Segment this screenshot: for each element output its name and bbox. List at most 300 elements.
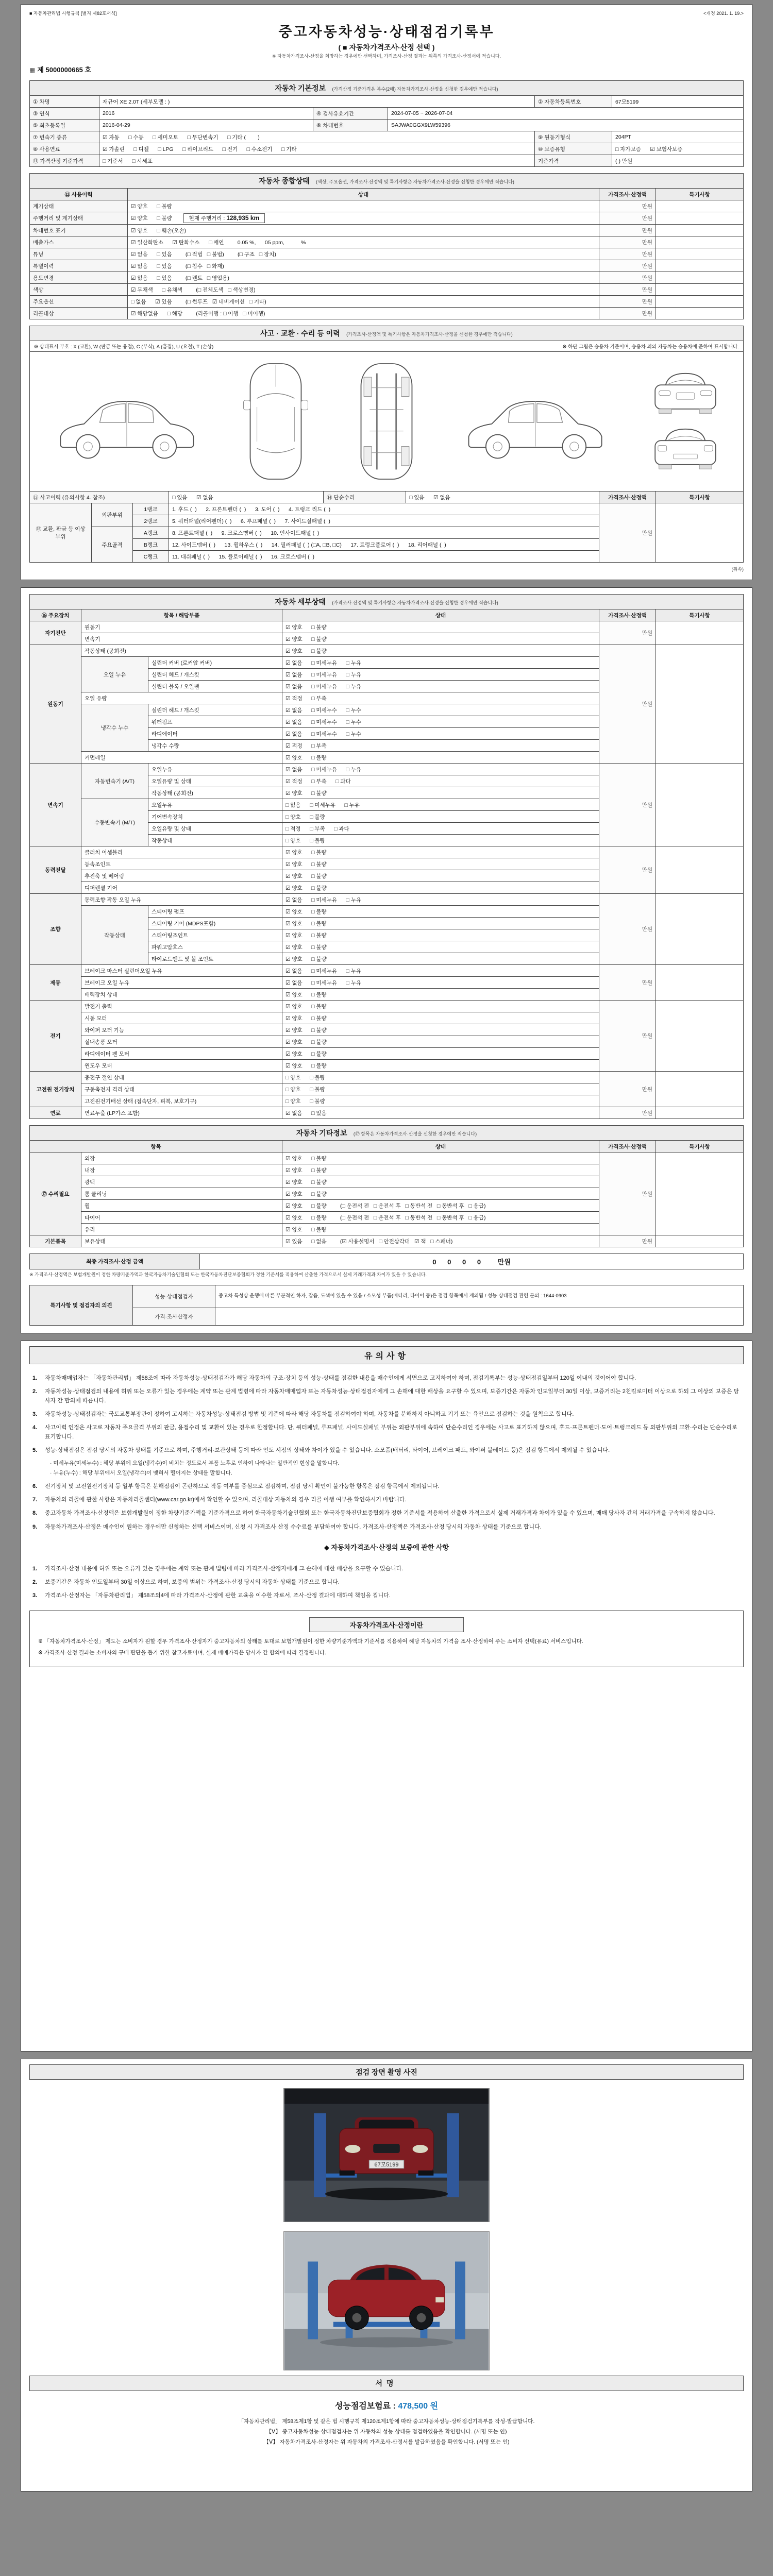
overall-note: (색상, 주요옵션, 가격조사·산정액 및 특기사항은 자동차가격조사·산정을 신청한 경우에만 적습니다) xyxy=(316,179,514,184)
usage-remark xyxy=(656,308,744,319)
status-checkboxes[interactable]: ☑ 양호 □ 불량 xyxy=(282,1153,599,1164)
usage-history-row xyxy=(30,308,744,319)
status-checkboxes[interactable]: ☑ 양호 □ 불량 xyxy=(282,1164,599,1176)
usage-remark xyxy=(656,225,744,236)
item-label: 오일유량 및 상태 xyxy=(148,823,282,835)
device-row xyxy=(30,1072,744,1083)
usage-history-row xyxy=(30,296,744,308)
price-unit-cell: 만원 xyxy=(599,621,656,645)
section-final-price xyxy=(29,1253,744,1279)
detail-note: (가격조사·산정액 및 특기사항은 자동차가격조사·산정을 신청한 경우에만 적습니다) xyxy=(332,600,498,605)
usage-price-unit: 만원 xyxy=(599,260,656,272)
price-unit-cell: 만원 xyxy=(599,1001,656,1072)
device-row xyxy=(30,764,744,775)
overall-title: 자동차 종합상태 xyxy=(259,177,310,185)
model-year-label: ③ 연식 xyxy=(30,108,99,120)
inspection-photo-lift[interactable] xyxy=(283,2231,490,2370)
device-row xyxy=(30,621,744,633)
status-checkboxes[interactable]: ☑ 양호 □ 불량 xyxy=(282,870,599,882)
rank-panel-items[interactable]: 11. 대쉬패널 ( ) 15. 플로어패널 ( ) 16. 크로스멤버 ( ) xyxy=(169,551,599,563)
price-unit-cell: 만원 xyxy=(599,645,656,764)
item-label: 오일누유 xyxy=(148,764,282,775)
notice-item: 7. 자동차의 리콜에 관한 사항은 자동차리콜센터(www.car.go.kr)에서 확인할 수 있으며, 리콜대상 자동차의 경우 리콜 이행 여부를 확인하시기 바랍니다. xyxy=(32,1497,407,1503)
usage-price-unit: 만원 xyxy=(599,284,656,296)
inspector-role-label: 성능·상태점검자 xyxy=(133,1285,215,1308)
status-checkboxes[interactable]: □ 양호 □ 불량 xyxy=(282,835,599,846)
car-diagram-top[interactable] xyxy=(240,357,312,486)
device-row xyxy=(30,1107,744,1119)
car-damage-diagrams xyxy=(29,351,744,492)
page-side-mark: (뒤쪽) xyxy=(731,567,744,572)
rank-label: 1랭크 xyxy=(133,503,169,515)
usage-remark xyxy=(656,272,744,284)
device-group-label: 연료 xyxy=(30,1107,81,1119)
reg-no-value: 67모5199 xyxy=(612,96,744,108)
item-label: 타이어 xyxy=(81,1212,282,1224)
usage-item-label: 리콜대상 xyxy=(30,308,128,319)
item-label: 외장 xyxy=(81,1153,282,1164)
warranty-section-title: ◆ 자동차가격조사·산정의 보증에 관한 사항 xyxy=(324,1543,449,1551)
car-diagram-side-left[interactable] xyxy=(52,370,201,473)
vin-label: ⑥ 차대번호 xyxy=(313,120,388,131)
photos-header xyxy=(29,2064,744,2080)
status-checkboxes[interactable]: ☑ 양호 □ 불량 xyxy=(282,882,599,894)
device-col-header: ⑯ 주요장치 xyxy=(30,609,81,621)
status-checkboxes[interactable]: ☑ 양호 □ 불량 xyxy=(282,1036,599,1048)
status-checkboxes[interactable]: ☑ 없음 □ 미세누유 □ 누유 xyxy=(282,681,599,692)
car-diagram-front[interactable] xyxy=(649,369,721,418)
item-label: 유리 xyxy=(81,1224,282,1235)
device-row xyxy=(30,645,744,657)
usage-status-checkboxes[interactable]: ☑ 해당없음 □ 해당 (리콜이행 : □ 이행 □ 미이행) xyxy=(128,308,599,319)
first-registration-label: ⑤ 최초등록일 xyxy=(30,120,99,131)
notice-subitem: · 누유(누수) : 해당 부위에서 오일(냉각수)이 맺혀서 떨어지는 상태를 말합니다. xyxy=(50,1470,232,1477)
inspection-valid-value: 2024-07-05 ~ 2026-07-04 xyxy=(388,108,744,120)
device-row xyxy=(30,894,744,906)
front-rear-views xyxy=(649,369,721,473)
item-label: 오일누유 xyxy=(148,799,282,811)
usage-history-row xyxy=(30,284,744,296)
notices-list xyxy=(29,1364,744,1532)
item-label: 보유상태 xyxy=(81,1235,282,1247)
usage-item-label: 계기상태 xyxy=(30,200,128,212)
device-group-label: 자기진단 xyxy=(30,621,81,645)
inspector-signature-line[interactable]: 【Ⅴ】 중고자동차성능·상태점검자는 위 자동차의 성능·상태를 점검하였음을 확인합니다. (서명 또는 인) xyxy=(266,2428,507,2435)
appraisal-definition-box xyxy=(29,1611,744,1667)
basic-info-header xyxy=(29,80,744,95)
current-mileage-value: 현재 주행거리 : 128,935 km xyxy=(183,213,265,223)
accident-note: (가격조사·산정액 및 특기사항은 자동차가격조사·산정을 신청한 경우에만 적습니다) xyxy=(346,332,513,337)
status-checkboxes[interactable]: ☑ 양호 □ 불량 xyxy=(282,989,599,1001)
opinion-label: 특기사항 및 점검자의 의견 xyxy=(30,1285,133,1325)
status-checkboxes[interactable]: ☑ 양호 □ 불량 xyxy=(282,929,599,941)
remark-cell xyxy=(656,764,744,846)
appraiser-signature-line[interactable]: 【Ⅴ】 자동차가격조사·산정자는 위 자동차의 가격조사·산정서를 발급하였음을 확인합니다. (서명 또는 인) xyxy=(263,2438,510,2445)
warranty-type-label: ⑩ 보증유형 xyxy=(535,143,612,155)
basic-info-note: (가격산정 기준가격은 복수(2매) 자동차가격조사·산정을 신청한 경우에만 적습니다) xyxy=(332,87,498,92)
remark-cell xyxy=(656,1072,744,1107)
item-label: 커먼레일 xyxy=(81,752,282,764)
usage-status-checkboxes[interactable]: ☑ 무채색 □ 유채색 (□ 전체도색 □ 색상변경) xyxy=(128,284,599,296)
appraiser-role-label: 가격·조사산정자 xyxy=(133,1308,215,1325)
usage-price-unit: 만원 xyxy=(599,225,656,236)
notice-item: 4. 사고이력 인정은 사고로 자동차 주요골격 부위의 판금, 용접수리 및 교환이 있는 경우로 한정합니다. 단, 쿼터패널, 루프패널, 사이드실패널 부위는 외판부위에 속하여 단순수리인 경우에는 사고로 표기하지 않으며, 후드·프론트펜더·도어·트렁크리드 등 외판부위의 교환·수리는 단순수리로 표기합니다. xyxy=(32,1425,737,1440)
status-code-legend: ※ 상태표시 부호 : X (교환), W (판금 또는 용접), C (부식), A (흠집), U (요철), T (손상) xyxy=(34,344,214,350)
accident-header xyxy=(29,326,744,341)
status-checkboxes[interactable]: ☑ 적정 □ 부족 xyxy=(282,692,599,704)
usage-item-label: 튜닝 xyxy=(30,248,128,260)
signature-section-title: 서명 xyxy=(29,2376,744,2391)
inspection-photo-front[interactable] xyxy=(283,2088,490,2222)
detail-header xyxy=(29,594,744,609)
device-row xyxy=(30,1153,744,1164)
usage-status-checkboxes[interactable]: ☑ 없음 □ 있음 (□ 적법 □ 불법) (□ 구조 □ 장치) xyxy=(128,248,599,260)
item-label: 냉각수 수량 xyxy=(148,740,282,752)
rank-panel-items[interactable]: 12. 사이드멤버 ( ) 13. 휠하우스 ( ) 14. 필러패널 ( ) (□A, □B, □C) 17. 트렁크플로어 ( ) 18. 리어패널 ( ) xyxy=(169,539,599,551)
form-note-row xyxy=(29,10,744,16)
status-checkboxes[interactable]: ☑ 양호 □ 불량 (□ 운전석 전 □ 운전석 후 □ 동반석 전 □ 동반석 후 □ 응급) xyxy=(282,1200,599,1212)
remark-cell xyxy=(656,846,744,894)
status-checkboxes[interactable]: ☑ 양호 □ 불량 xyxy=(282,1048,599,1060)
signature-statement: 「자동차관리법」 제58조제1항 및 같은 법 시행규칙 제120조제1항에 따라 중고자동차성능·상태점검기록부를 작성·발급합니다. xyxy=(238,2418,535,2425)
status-checkboxes[interactable]: ☑ 없음 □ 있음 xyxy=(282,1107,599,1119)
item-label: 추진축 및 베어링 xyxy=(81,870,282,882)
status-checkboxes[interactable]: ☑ 양호 □ 불량 xyxy=(282,1001,599,1012)
subgroup-label: 작동상태 xyxy=(81,906,148,965)
license-plate-text: 67모5199 xyxy=(374,2161,399,2168)
remark-cell xyxy=(656,1107,744,1119)
usage-status-checkboxes[interactable]: ☑ 양호 □ 불량 xyxy=(128,200,599,212)
usage-status-checkboxes[interactable]: ☑ 양호 □ 불량 현재 주행거리 : 128,935 km xyxy=(128,212,599,225)
status-checkboxes[interactable]: ☑ 양호 □ 불량 xyxy=(282,1024,599,1036)
detail-title: 자동차 세부상태 xyxy=(275,598,326,606)
document-number-text: 제 5000000665 호 xyxy=(37,66,91,74)
detail-status-col-header: 상태 xyxy=(282,609,599,621)
item-label: 파워고압호스 xyxy=(148,941,282,953)
device-group-label: 조향 xyxy=(30,894,81,965)
final-price-table xyxy=(29,1253,744,1269)
status-checkboxes[interactable]: □ 양호 □ 불량 xyxy=(282,1083,599,1095)
price-base-label: ⑪ 가격산정 기준가격 xyxy=(30,155,99,167)
warranty-type-checkboxes[interactable]: □ 자가보증 ☑ 보험사보증 xyxy=(612,143,744,155)
price-unit-cell: 만원 xyxy=(599,1107,656,1119)
status-checkboxes[interactable]: ☑ 양호 □ 불량 xyxy=(282,1176,599,1188)
usage-history-col-header: ⑫ 사용이력 xyxy=(30,189,128,200)
item-label: 브레이크 오일 누유 xyxy=(81,977,282,989)
detail-table xyxy=(29,609,744,1119)
device-row xyxy=(30,1235,744,1247)
final-price-label: 최종 가격조사·산정 금액 xyxy=(30,1254,200,1269)
status-checkboxes[interactable]: □ 양호 □ 불량 xyxy=(282,1095,599,1107)
status-checkboxes[interactable]: ☑ 없음 □ 미세누유 □ 누유 xyxy=(282,894,599,906)
diagram-basis-legend: ※ 하단 그림은 승용차 기준이며, 승용차 외의 자동차는 승용차에 준하여 표시합니다. xyxy=(562,344,739,350)
status-checkboxes[interactable]: ☑ 양호 □ 불량 xyxy=(282,1224,599,1235)
remark-cell xyxy=(656,621,744,645)
remark-cell xyxy=(656,1235,744,1247)
usage-status-checkboxes[interactable]: □ 없음 ☑ 있음 (□ 썬루프 ☑ 네비게이션 □ 기타) xyxy=(128,296,599,308)
status-checkboxes[interactable]: ☑ 없음 □ 미세누유 □ 누유 xyxy=(282,669,599,681)
status-checkboxes[interactable]: □ 적정 □ 부족 □ 과다 xyxy=(282,823,599,835)
device-group-label: ⑰ 수리필요 xyxy=(30,1153,81,1235)
section-inspector-opinion xyxy=(29,1285,744,1326)
remark-cell xyxy=(656,1001,744,1072)
appraisal-definition-title: 자동차가격조사·산정이란 xyxy=(309,1617,464,1632)
status-checkboxes[interactable]: ☑ 없음 □ 미세누유 □ 누유 xyxy=(282,764,599,775)
device-group-label: 제동 xyxy=(30,965,81,1001)
etc-item-col-header: 항목 xyxy=(30,1141,282,1153)
engine-type-label: ⑨ 원동기형식 xyxy=(535,131,612,143)
usage-history-row xyxy=(30,260,744,272)
item-label: 스티어링 기어 (MDPS포함) xyxy=(148,918,282,929)
price-unit-cell: 만원 xyxy=(599,1072,656,1107)
etc-table xyxy=(29,1140,744,1247)
remark-cell xyxy=(656,894,744,965)
inspection-valid-label: ④ 검사유효기간 xyxy=(313,108,388,120)
status-checkboxes[interactable]: ☑ 양호 □ 불량 xyxy=(282,918,599,929)
status-checkboxes[interactable]: ☑ 있음 □ 없음 (☑ 사용설명서 □ 안전삼각대 ☑ 잭 □ 스패너) xyxy=(282,1235,599,1247)
subgroup-label: 냉각수 누수 xyxy=(81,704,148,752)
status-checkboxes[interactable]: □ 양호 □ 불량 xyxy=(282,811,599,823)
overall-header xyxy=(29,173,744,188)
item-label: 광택 xyxy=(81,1176,282,1188)
inspection-premium xyxy=(29,2399,744,2411)
photos-title: 점검 장면 촬영 사진 xyxy=(356,2067,417,2076)
status-checkboxes[interactable]: ☑ 양호 □ 불량 xyxy=(282,953,599,965)
item-label: 와이퍼 모터 기능 xyxy=(81,1024,282,1036)
warranty-item: 2. 보증기간은 자동차 인도일부터 30일 이상으로 하며, 보증의 범위는 가격조사·산정 당시의 자동차 상태를 기준으로 합니다. xyxy=(32,1579,340,1585)
usage-price-unit: 만원 xyxy=(599,248,656,260)
final-price-amount: 0 0 0 0 만원 xyxy=(200,1254,744,1269)
etc-remark-col-header: 특기사항 xyxy=(656,1141,744,1153)
status-checkboxes[interactable]: ☑ 양호 □ 불량 xyxy=(282,846,599,858)
warranty-item: 1. 가격조사·산정 내용에 허위 또는 오류가 있는 경우에는 계약 또는 관계 법령에 따라 가격조사·산정자에게 그 손해에 대한 배상을 요구할 수 있습니다. xyxy=(32,1565,404,1572)
car-diagram-side-right[interactable] xyxy=(461,370,611,473)
item-label: 등속조인트 xyxy=(81,858,282,870)
revision-note: <개정 2021. 1. 19.> xyxy=(703,11,744,16)
item-label: 휠 xyxy=(81,1200,282,1212)
status-checkboxes[interactable]: ☑ 양호 □ 불량 xyxy=(282,787,599,799)
status-checkboxes[interactable]: ☑ 적정 □ 부족 □ 과다 xyxy=(282,775,599,787)
item-label: 동력조향 작동 오일 누유 xyxy=(81,894,282,906)
price-unit-cell: 만원 xyxy=(599,764,656,846)
item-label: 충전구 절연 상태 xyxy=(81,1072,282,1083)
price-appraisal-option[interactable]: ( ■ 자동차가격조사·산정 선택 ) xyxy=(338,43,435,52)
item-label: 오일 유량 xyxy=(81,692,282,704)
item-label: 작동상태 xyxy=(148,835,282,846)
price-unit-cell: 만원 xyxy=(599,1235,656,1247)
price-col-header: 가격조사·산정액 xyxy=(599,189,656,200)
notice-item: 6. 전기장치 및 고전원전기장치 등 일부 항목은 분해점검이 곤란하므로 작동 여부를 중심으로 점검하며, 점검 당시 확인이 불가능한 항목은 점검 항목에서 제외됩니다. xyxy=(32,1483,440,1490)
remark-cell xyxy=(656,645,744,764)
notice-item: 2. 자동차성능·상태점검의 내용에 허위 또는 오류가 있는 경우에는 계약 또는 관계 법령에 따라 자동차매매업자 또는 자동차성능·상태점검자에게 그 손해에 대한 배상을 요구할 수 있으며, 보증기간은 자동차 인도일부터 30일 이상, 보증거리는 2천킬로미터 이상으로 하되 그 이상의 보증은 당사자 간 합의에 따릅니다. xyxy=(32,1388,740,1404)
status-checkboxes[interactable]: ☑ 없음 □ 미세누수 □ 누수 xyxy=(282,728,599,740)
status-checkboxes[interactable]: ☑ 양호 □ 불량 xyxy=(282,645,599,657)
accident-price-col-header: 가격조사·산정액 xyxy=(599,492,656,503)
car-diagram-underbody[interactable] xyxy=(350,357,423,486)
usage-remark xyxy=(656,260,744,272)
rank-panel-items[interactable]: 1. 후드 ( ) 2. 프론트펜더 ( ) 3. 도어 ( ) 4. 트렁크 리드 ( ) xyxy=(169,503,599,515)
item-label: 실린더 커버 (로커암 커버) xyxy=(148,657,282,669)
device-group-label: 동력전달 xyxy=(30,846,81,894)
car-diagram-rear[interactable] xyxy=(649,425,721,473)
basic-info-table xyxy=(29,95,744,167)
notice-subitem: · 미세누유(미세누수) : 해당 부위에 오일(냉각수)이 비치는 정도로서 부품 노후로 인하여 나타나는 일반적인 현상을 말합니다. xyxy=(50,1460,340,1467)
status-checkboxes[interactable]: ☑ 양호 □ 불량 xyxy=(282,1188,599,1200)
device-row xyxy=(30,846,744,858)
simple-repair-status[interactable]: □ 있음 ☑ 없음 xyxy=(406,492,599,503)
usage-remark xyxy=(656,212,744,225)
notice-item: 9. 자동차가격조사·산정은 매수인이 원하는 경우에만 신청하는 선택 서비스이며, 신청 시 가격조사·산정 수수료를 부담하여야 합니다. 가격조사·산정액은 가격조사·산정 당시의 자동차 상태를 기준으로 합니다. xyxy=(32,1523,542,1530)
usage-price-unit: 만원 xyxy=(599,296,656,308)
usage-history-row xyxy=(30,225,744,236)
item-label: 실내송풍 모터 xyxy=(81,1036,282,1048)
rank-label: C랭크 xyxy=(133,551,169,563)
item-label: 룸 클리닝 xyxy=(81,1188,282,1200)
section-detail-condition xyxy=(29,594,744,1119)
item-label: 오일유량 및 상태 xyxy=(148,775,282,787)
notices-title: 유의사항 xyxy=(29,1346,744,1364)
price-unit-cell: 만원 xyxy=(599,1153,656,1235)
usage-price-unit: 만원 xyxy=(599,236,656,248)
overall-table xyxy=(29,188,744,319)
status-checkboxes[interactable]: ☑ 양호 □ 불량 xyxy=(282,1012,599,1024)
appraisal-definition-lines xyxy=(38,1637,735,1658)
accident-history-label: ⑬ 사고이력 (유의사항 4. 참조) xyxy=(30,492,169,503)
remark-col-header: 특기사항 xyxy=(656,189,744,200)
usage-item-label: 주행거리 및 계기상태 xyxy=(30,212,128,225)
rank-label: 2랭크 xyxy=(133,515,169,527)
usage-item-label: 차대번호 표기 xyxy=(30,225,128,236)
status-checkboxes[interactable]: ☑ 양호 □ 불량 xyxy=(282,621,599,633)
usage-history-row xyxy=(30,212,744,225)
sheet-photos-sign xyxy=(21,2059,752,2492)
sheet-main-1 xyxy=(21,4,752,580)
usage-price-unit: 만원 xyxy=(599,272,656,284)
usage-price-unit: 만원 xyxy=(599,308,656,319)
usage-item-label: 용도변경 xyxy=(30,272,128,284)
model-year-value: 2016 xyxy=(99,108,313,120)
accident-price-unit: 만원 xyxy=(599,503,656,563)
item-label: 구동축전지 격리 상태 xyxy=(81,1083,282,1095)
subgroup-label: 수동변속기 (M/T) xyxy=(81,799,148,846)
status-checkboxes[interactable]: ☑ 없음 □ 미세누유 □ 누유 xyxy=(282,977,599,989)
usage-remark xyxy=(656,248,744,260)
remark-cell xyxy=(656,965,744,1001)
status-col-header: 상태 xyxy=(128,189,599,200)
etc-header xyxy=(29,1125,744,1140)
item-label: 워터펌프 xyxy=(148,716,282,728)
transmission-checkboxes[interactable]: ☑ 자동 □ 수동 □ 세미오토 □ 무단변속기 □ 기타 ( ) xyxy=(99,131,535,143)
exchange-panel-label: ⑮ 교환, 판금 등 이상 부위 xyxy=(30,503,92,563)
document-number xyxy=(29,64,744,74)
usage-status-checkboxes[interactable]: ☑ 양호 □ 훼손(오손) xyxy=(128,225,599,236)
car-name-label: ① 차명 xyxy=(30,96,99,108)
usage-remark xyxy=(656,200,744,212)
definition-line: ※ 가격조사·산정 결과는 소비자의 구매 판단을 돕기 위한 참고자료이며, 실제 매매가격은 당사자 간 합의에 따라 결정됩니다. xyxy=(38,1650,326,1656)
status-checkboxes[interactable]: ☑ 양호 □ 불량 xyxy=(282,858,599,870)
panel-group-label: 외판부위 xyxy=(92,503,133,527)
usage-status-checkboxes[interactable]: ☑ 일산화탄소 ☑ 탄화수소 □ 매연 0.05 %, 05 ppm, % xyxy=(128,236,599,248)
status-checkboxes[interactable]: ☑ 없음 □ 미세누수 □ 누수 xyxy=(282,716,599,728)
status-checkboxes[interactable]: ☑ 양호 □ 불량 xyxy=(282,633,599,645)
status-checkboxes[interactable]: ☑ 적정 □ 부족 xyxy=(282,740,599,752)
subgroup-label: 자동변속기 (A/T) xyxy=(81,764,148,799)
notice-item: 1. 자동차매매업자는 「자동차관리법」 제58조에 따라 자동차성능·상태점검자가 해당 자동차의 구조·장치 등의 성능·상태를 점검한 내용을 매수인에게 서면으로 고지하여야 하며, 점검기록부는 성능·상태점검일부터 120일 이내의 것이어야 합니다. xyxy=(32,1375,636,1381)
item-label: 라디에이터 xyxy=(148,728,282,740)
status-checkboxes[interactable]: ☑ 없음 □ 미세누유 □ 누유 xyxy=(282,965,599,977)
usage-history-row xyxy=(30,236,744,248)
notice-item: 8. 중고자동차 가격조사·산정액은 보험개발원이 정한 차량기준가액을 기준가격으로 하여 한국자동차기술인협회 또는 한국자동차진단보증협회가 정한 기준서를 적용하여 산출한 가격으로서 실제 거래가격과 차이가 있을 수 있으며, 매매 당사자 간의 거래가격을 구속하지 않습니다. xyxy=(32,1510,715,1517)
usage-history-row xyxy=(30,248,744,260)
item-label: 실린더 헤드 / 개스킷 xyxy=(148,669,282,681)
usage-history-row xyxy=(30,200,744,212)
etc-title: 자동차 기타정보 xyxy=(296,1129,347,1137)
inspection-photos xyxy=(29,2088,744,2370)
accident-remark xyxy=(656,503,744,563)
reg-no-label: ② 자동차등록번호 xyxy=(535,96,612,108)
rank-label: A랭크 xyxy=(133,527,169,539)
status-checkboxes[interactable]: ☑ 양호 □ 불량 xyxy=(282,1060,599,1072)
status-checkboxes[interactable]: ☑ 양호 □ 불량 xyxy=(282,906,599,918)
section-accident-history xyxy=(29,326,744,563)
rank-panel-items[interactable]: 8. 프론트패널 ( ) 9. 크로스멤버 ( ) 10. 인사이드패널 ( ) xyxy=(169,527,599,539)
status-checkboxes[interactable]: ☑ 양호 □ 불량 xyxy=(282,941,599,953)
first-registration-value: 2016-04-29 xyxy=(99,120,313,131)
fuel-checkboxes[interactable]: ☑ 가솔린 □ 디젤 □ LPG □ 하이브리드 □ 전기 □ 수소전기 □ 기타 xyxy=(99,143,535,155)
rank-panel-items[interactable]: 5. 쿼터패널(리어펜더) ( ) 6. 루프패널 ( ) 7. 사이드실패널 ( ) xyxy=(169,515,599,527)
engine-type-value: 204PT xyxy=(612,131,744,143)
device-row xyxy=(30,965,744,977)
section-basic-info xyxy=(29,80,744,167)
simple-repair-label: ⑭ 단순수리 xyxy=(324,492,406,503)
accident-history-status[interactable]: □ 있음 ☑ 없음 xyxy=(169,492,324,503)
item-label: 실린더 헤드 / 개스킷 xyxy=(148,704,282,716)
status-checkboxes[interactable]: ☑ 없음 □ 미세누수 □ 누수 xyxy=(282,704,599,716)
status-checkboxes[interactable]: ☑ 양호 □ 불량 xyxy=(282,752,599,764)
section-overall-condition xyxy=(29,173,744,319)
status-checkboxes[interactable]: □ 양호 □ 불량 xyxy=(282,1072,599,1083)
item-label: 스티어링조인트 xyxy=(148,929,282,941)
panel-group-label: 주요골격 xyxy=(92,527,133,563)
remark-cell xyxy=(656,1153,744,1235)
status-checkboxes[interactable]: ☑ 양호 □ 불량 (□ 운전석 전 □ 운전석 후 □ 동반석 전 □ 동반석 후 □ 응급) xyxy=(282,1212,599,1224)
car-name-value: 재규어 XE 2.0T (세부모델 : ) xyxy=(99,96,535,108)
usage-price-unit: 만원 xyxy=(599,200,656,212)
device-group-label: 변속기 xyxy=(30,764,81,846)
device-group-label: 고전원 전기장치 xyxy=(30,1072,81,1107)
status-checkboxes[interactable]: ☑ 없음 □ 미세누유 □ 누유 xyxy=(282,657,599,669)
premium-label: 성능점검보험료 : xyxy=(334,2401,396,2411)
item-label: 클러치 어셈블리 xyxy=(81,846,282,858)
status-checkboxes[interactable]: □ 없음 □ 미세누유 □ 누유 xyxy=(282,799,599,811)
usage-item-label: 주요옵션 xyxy=(30,296,128,308)
price-base-checkboxes[interactable]: □ 기준서 □ 시세표 xyxy=(99,155,535,167)
item-col-header: 항목 / 해당부품 xyxy=(81,609,282,621)
item-label: 내장 xyxy=(81,1164,282,1176)
document-icon: ▦ xyxy=(29,66,36,74)
etc-price-col-header: 가격조사·산정액 xyxy=(599,1141,656,1153)
item-label: 실린더 블록 / 오일팬 xyxy=(148,681,282,692)
etc-note: (⑰ 항목은 자동차가격조사·산정을 신청한 경우에만 적습니다) xyxy=(353,1131,477,1137)
notice-item: 3. 자동차성능·상태점검자는 국토교통부장관이 정하여 고시하는 자동차성능·상태점검 방법 및 기준에 따라 해당 자동차를 점검하여야 하며, 자동차를 분해하지 아니하고 기기 또는 육안으로 점검하는 것을 원칙으로 합니다. xyxy=(32,1411,574,1417)
accident-legend-row xyxy=(29,341,744,351)
usage-item-label: 색상 xyxy=(30,284,128,296)
item-label: 시동 모터 xyxy=(81,1012,282,1024)
usage-status-checkboxes[interactable]: ☑ 없음 □ 있음 (□ 렌트 □ 영업용) xyxy=(128,272,599,284)
panel-rank-row xyxy=(30,503,744,515)
item-label: 고전원전기배선 상태 (접속단자, 피복, 보호기구) xyxy=(81,1095,282,1107)
usage-status-checkboxes[interactable]: ☑ 없음 □ 있음 (□ 침수 □ 화재) xyxy=(128,260,599,272)
